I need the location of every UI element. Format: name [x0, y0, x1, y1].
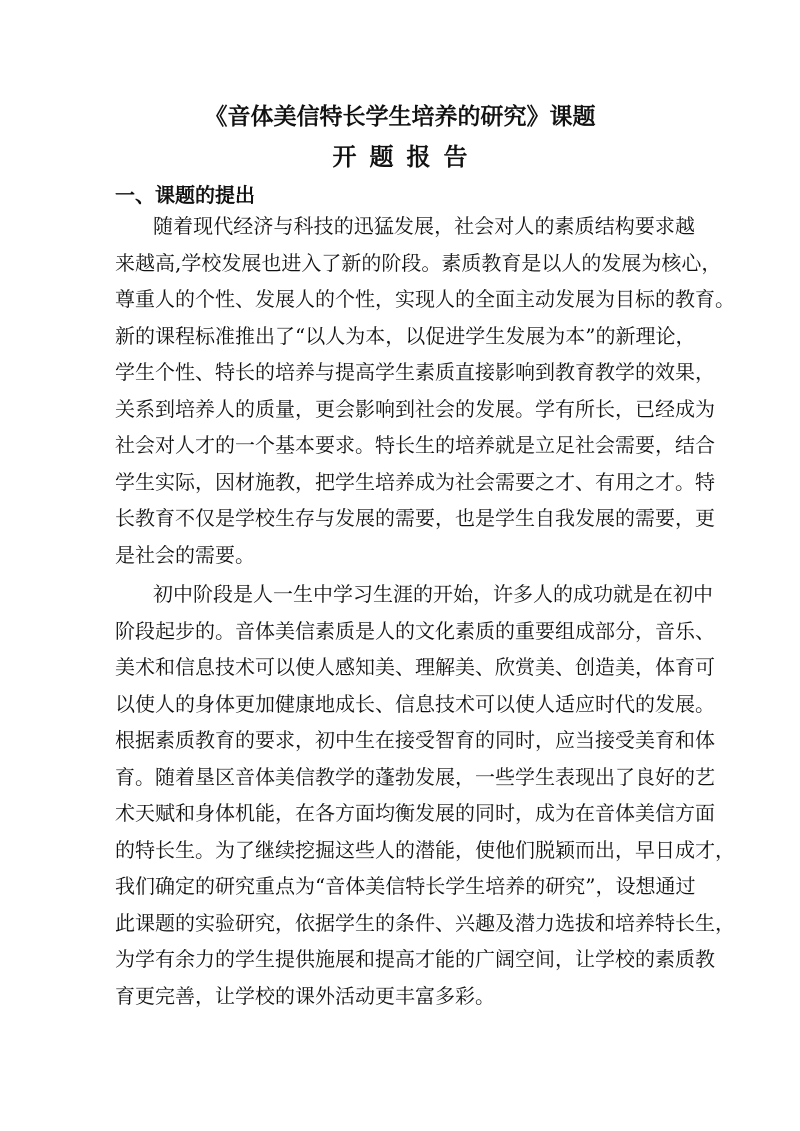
- document-title: 《音体美信特长学生培养的研究》课题: [204, 103, 596, 130]
- paragraph-line: 根据素质教育的要求，初中生在接受智育的同时，应当接受美育和体: [115, 728, 715, 752]
- paragraph-line: 术天赋和身体机能，在各方面均衡发展的同时，成为在音体美信方面: [115, 801, 715, 825]
- paragraph-line: 育更完善，让学校的课外活动更丰富多彩。: [115, 983, 495, 1008]
- paragraph-line: 长教育不仅是学校生存与发展的需要，也是学生自我发展的需要，更: [115, 506, 715, 530]
- paragraph-line: 新的课程标准推出了“以人为本，以促进学生发展为本”的新理论，: [115, 323, 696, 348]
- section-heading: 一、课题的提出: [115, 183, 255, 207]
- paragraph-line: 为学有余力的学生提供施展和提高才能的广阔空间，让学校的素质教: [115, 947, 715, 971]
- paragraph-line: 学生实际，因材施教，把学生培养成为社会需要之才、有用之才。特: [115, 469, 715, 494]
- paragraph-line: 学生个性、特长的培养与提高学生素质直接影响到教育教学的效果，: [115, 360, 715, 384]
- paragraph-line: 初中阶段是人一生中学习生涯的开始，许多人的成功就是在初中: [153, 582, 713, 606]
- paragraph-line: 我们确定的研究重点为“音体美信特长学生培养的研究”，设想通过: [115, 874, 696, 898]
- paragraph-line: 以使人的身体更加健康地成长、信息技术可以使人适应时代的发展。: [115, 691, 715, 716]
- paragraph-line: 此课题的实验研究，依据学生的条件、兴趣及潜力选拔和培养特长生，: [115, 910, 735, 935]
- paragraph-line: 关系到培养人的质量，更会影响到社会的发展。学有所长，已经成为: [115, 396, 715, 421]
- paragraph-line: 尊重人的个性、发展人的个性，实现人的全面主动发展为目标的教育。: [115, 287, 735, 311]
- paragraph-line: 育。随着垦区音体美信教学的蓬勃发展，一些学生表现出了良好的艺: [115, 764, 715, 789]
- paragraph-line: 社会对人才的一个基本要求。特长生的培养就是立足社会需要，结合: [115, 433, 715, 457]
- paragraph-line: 来越高,学校发展也进入了新的阶段。素质教育是以人的发展为核心，: [115, 250, 722, 275]
- paragraph-line: 阶段起步的。音体美信素质是人的文化素质的重要组成部分，音乐、: [115, 618, 715, 643]
- paragraph-line: 美术和信息技术可以使人感知美、理解美、欣赏美、创造美，体育可: [115, 655, 715, 679]
- paragraph-line: 是社会的需要。: [115, 542, 255, 567]
- paragraph-line: 的特长生。为了继续挖掘这些人的潜能，使他们脱颖而出，早日成才，: [115, 837, 735, 862]
- document-subtitle: 开题报告: [332, 142, 481, 171]
- paragraph-line: 随着现代经济与科技的迅猛发展，社会对人的素质结构要求越: [153, 214, 695, 238]
- paragraph-1: [115, 208, 735, 573]
- paragraph-2: [115, 576, 735, 1014]
